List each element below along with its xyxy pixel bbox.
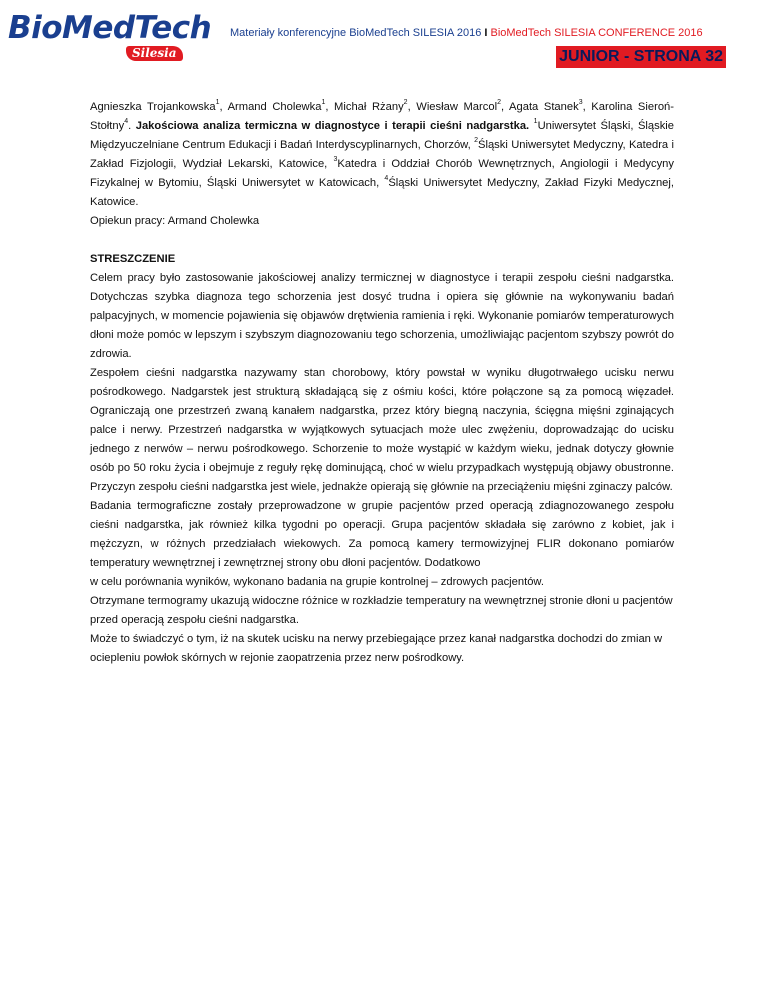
conference-name-pl: Materiały konferencyjne BioMedTech SILESIA 2016 bbox=[230, 27, 482, 39]
author: Karolina Sieroń-Stołtny$^4$. bbox=[90, 101, 674, 132]
author: Wiesław Marcol$^2$, bbox=[416, 99, 510, 113]
author: Agata Stanek$^3$, bbox=[509, 99, 592, 113]
author-block bbox=[90, 98, 674, 212]
biomedtech-logo bbox=[8, 10, 212, 66]
abstract-paragraph: Celem pracy było zastosowanie jakościowej analizy termicznej w diagnostyce i terapii zespołu cieśni nadgarstka. Dotychczas szybka diagnoza tego schorzenia jest dosyć trudna i opiera się głównie na wykonywaniu badań palpacyjnych, w momencie pojawienia się objawów drętwienia ramienia i ręki. Wykonanie pomiarów temperaturowych dłoni może pomóc w lepszym i szybszym diagnozowaniu tego schorzenia, umożliwiając pacjentom szybszy powrót do zdrowia. bbox=[90, 272, 674, 360]
abstract-paragraph: Może to świadczyć o tym, iż na skutek ucisku na nerwy przebiegające przez kanał nadgarstka dochodzi do zmian w ociepleniu powłok skórnych w rejonie zaopatrzenia przez nerw pośrodkowy. bbox=[90, 633, 663, 664]
conference-name-en: BioMedTech SILESIA CONFERENCE 2016 bbox=[490, 27, 703, 39]
abstract-paragraph: w celu porównania wyników, wykonano badania na grupie kontrolnej – zdrowych pacjentów. bbox=[90, 576, 544, 588]
author: Armand Cholewka$^1$, bbox=[227, 99, 335, 113]
abstract-paragraph: Badania termograficzne zostały przeprowadzone w grupie pacjentów przed operacją zdiagnozowanego zespołu cieśni nadgarstka, jak również kilka tygodni po operacji. Grupa pacjentów składała się zarówno z kobiet, jak i mężczyzn, w różnych przedziałach wiekowych. Za pomocą kamery termowizyjnej FLIR dokonano pomiarów temperatury wewnętrznej i zewnętrznej strony obu dłoni pacjentów. Dodatkowo bbox=[90, 500, 674, 569]
logo-wordmark: BioMedTech bbox=[8, 10, 212, 46]
affiliations: $^1$Uniwersytet Śląski, Śląskie Międzyuczelniane Centrum Edukacji i Badań Interdyscyplinarnych, Chorzów, $^2$Śląski Uniwersytet Medyczny, Katedra i Zakład Fizjologii, Wydział Lekarski, Katowice, $^3$Katedra i Oddział Chorób Wewnętrznych, Angiologii i Medycyny Fizykalnej w Bytomiu, Śląski Uniwersytet w Katowicach, $^4$Śląski Uniwersytet Medyczny, Zakład Fizyki Medycznej, Katowice. bbox=[90, 118, 675, 208]
logo-silesia-tag: Silesia bbox=[126, 46, 183, 61]
author: Michał Rżany$^2$, bbox=[334, 99, 417, 113]
abstract-paragraph: Zespołem cieśni nadgarstka nazywamy stan chorobowy, który powstał w wyniku długotrwałego ucisku nerwu pośrodkowego. Nadgarstek jest strukturą składającą się z ośmiu kości, które połączone są za pomocą więzadeł. Ograniczają one przestrzeń zwaną kanałem nadgarstka, przez który biegną naczynia, ścięgna mięśni zginających palce i nerwy. Przestrzeń nadgarstka w wyjątkowych sytuacjach może ulec zwężeniu, doprowadzając do ucisku jednego z nerwów – nerwu pośrodkowego. Schorzenie to może wystąpić w każdym wieku, jednak dotyczy głownie osób po 50 roku życia i obejmuje z reguły rękę dominującą, choć w wielu przypadkach występują objawy obustronne. Przyczyn zespołu cieśni nadgarstka jest wiele, jednakże opierają się głównie na przeciążeniu mięśni zginaczy palców. bbox=[90, 367, 674, 493]
page-badge: JUNIOR - STRONA 32 bbox=[556, 46, 726, 68]
abstract-heading: STRESZCZENIE bbox=[90, 253, 176, 265]
paper-title: Jakościowa analiza termiczna w diagnostyce i terapii cieśni nadgarstka. bbox=[135, 120, 530, 132]
supervisor-line: Opiekun pracy: Armand Cholewka bbox=[90, 215, 260, 227]
author: Agnieszka Trojankowska$^1$, bbox=[90, 99, 228, 113]
abstract-paragraph: Otrzymane termogramy ukazują widoczne różnice w rozkładzie temperatury na wewnętrznej stronie dłoni u pacjentów przed operacją zespołu cieśni nadgarstka. bbox=[90, 595, 673, 626]
conference-header bbox=[230, 26, 703, 40]
document-body bbox=[90, 98, 674, 668]
header-separator: I bbox=[484, 27, 488, 39]
